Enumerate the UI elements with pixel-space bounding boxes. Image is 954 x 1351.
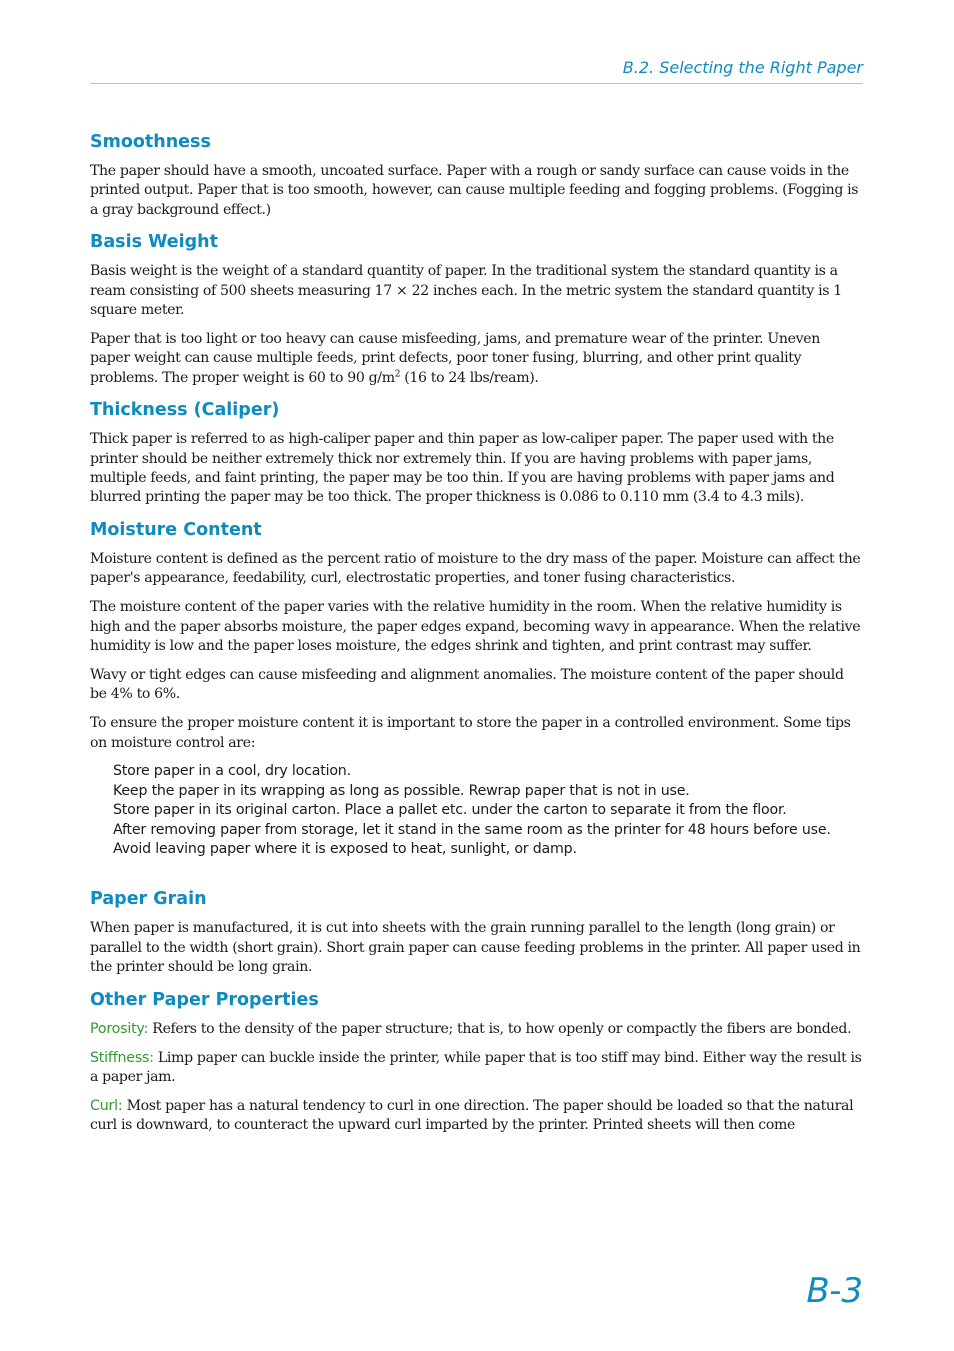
heading-moisture: Moisture Content [90, 519, 262, 540]
page-content [90, 130, 863, 1136]
header-rule [90, 83, 863, 84]
running-header: B.2. Selecting the Right Paper [622, 58, 863, 77]
moisture-paragraph-2: The moisture content of the paper varies with the relative humidity in the room. When the relative humidity is high and the paper absorbs moisture, the paper edges expand, becoming wavy in appearance. When the relative humidity is low and the paper loses moisture, the edges shrink and tighten, and print contrast may suffer. [90, 599, 861, 654]
list-item: Avoid leaving paper where it is exposed to heat, sunlight, or damp. [113, 841, 577, 858]
list-item: Store paper in its original carton. Place a pallet etc. under the carton to separate it from the floor. [113, 802, 787, 819]
stiffness-term: Stiffness: [90, 1049, 154, 1066]
basis-weight-text-end: (16 to 24 lbs/ream). [400, 369, 539, 386]
curl-term: Curl: [90, 1097, 123, 1114]
moisture-paragraph-4: To ensure the proper moisture content it is important to store the paper in a controlled environment. Some tips on moisture control are: [90, 715, 851, 751]
moisture-paragraph-3: Wavy or tight edges can cause misfeeding and alignment anomalies. The moisture content of the paper should be 4% to 6%. [90, 666, 844, 703]
porosity-paragraph [90, 1020, 863, 1039]
heading-smoothness: Smoothness [90, 132, 211, 152]
basis-weight-text: Paper that is too light or too heavy can cause misfeeding, jams, and premature wear of the printer. Uneven paper weight can cause multiple feeds, print defects, poor toner fusing, blurring, and other print quality problems. The proper weight is 60 to 90 g/m [90, 330, 820, 386]
stiffness-text: Limp paper can buckle inside the printer, while paper that is too stiff may bind. Either way the result is a paper jam. [90, 1049, 862, 1085]
stiffness-paragraph [90, 1049, 863, 1088]
heading-thickness: Thickness (Caliper) [90, 400, 280, 421]
curl-text: Most paper has a natural tendency to curl in one direction. The paper should be loaded so that the natural curl is downward, to counteract the upward curl imparted by the printer. Printed sheets will then come [90, 1097, 854, 1134]
moisture-paragraph-1: Moisture content is defined as the percent ratio of moisture to the dry mass of the paper. Moisture can affect the paper's appearance, feedability, curl, electrostatic properties, and toner fusing characteristics. [90, 550, 861, 587]
curl-paragraph [90, 1097, 863, 1136]
grain-paragraph: When paper is manufactured, it is cut into sheets with the grain running parallel to the length (long grain) or parallel to the width (short grain). Short grain paper can cause feeding problems in the printer. All paper used in the printer should be long grain. [90, 920, 861, 976]
thickness-paragraph: Thick paper is referred to as high-caliper paper and thin paper as low-caliper paper. The paper used with the printer should be neither extremely thick nor extremely thin. If you are having problems with paper jams, multiple feeds, and faint printing, the paper may be too thin. If you are having problems with paper jams and blurred printing the paper may be too thick. The proper thickness is 0.086 to 0.110 mm (3.4 to 4.3 mils). [90, 431, 835, 506]
moisture-tips-list [90, 762, 863, 859]
list-item: Keep the paper in its wrapping as long as possible. Rewrap paper that is not in use. [113, 782, 690, 799]
smoothness-paragraph: The paper should have a smooth, uncoated surface. Paper with a rough or sandy surface can cause voids in the printed output. Paper that is too smooth, however, can cause multiple feeding and fogging problems. (Fogging is a gray background effect.) [90, 163, 859, 218]
basis-weight-paragraph-2 [90, 330, 863, 388]
list-item: After removing paper from storage, let it stand in the same room as the printer for 48 hours before use. [113, 821, 831, 838]
heading-paper-grain: Paper Grain [90, 889, 207, 910]
porosity-text: Refers to the density of the paper structure; that is, to how openly or compactly the fibers are bonded. [148, 1020, 852, 1037]
heading-basis-weight: Basis Weight [90, 232, 218, 253]
heading-other-properties: Other Paper Properties [90, 989, 319, 1010]
basis-weight-paragraph-1: Basis weight is the weight of a standard quantity of paper. In the traditional system the standard quantity is a ream consisting of 500 sheets measuring 17 × 22 inches each. In the metric system the standard quantity is 1 square meter. [90, 263, 842, 319]
page-number: B-3 [806, 1271, 863, 1311]
superscript-two: 2 [394, 369, 401, 380]
porosity-term: Porosity: [90, 1020, 149, 1037]
list-item: Store paper in a cool, dry location. [113, 763, 351, 780]
